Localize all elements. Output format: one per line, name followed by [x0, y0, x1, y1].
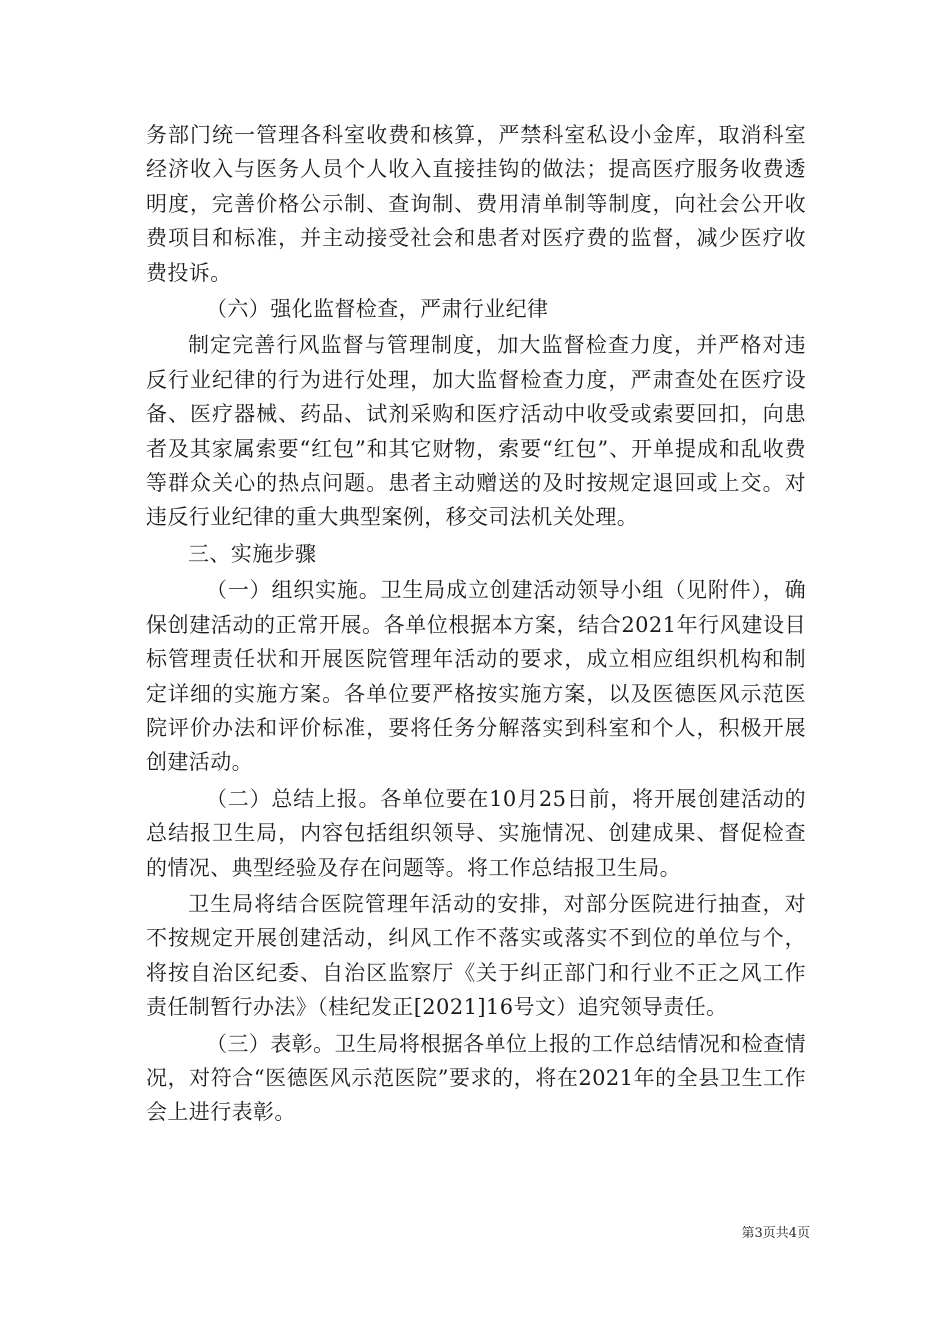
- paragraph-supervision: 制定完善行风监督与管理制度，加大监督检查力度，并严格对违反行业纪律的行为进行处理，加大监督检查力度，严肃查处在医疗设备、医疗器械、药品、试剂采购和医疗活动中收受或索要回扣，向患者及其家属索要“红包”和其它财物，索要“红包”、开单提成和乱收费等群众关心的热点问题。患者主动赠送的及时按规定退回或上交。对违反行业纪律的重大典型案例，移交司法机关处理。: [146, 333, 806, 530]
- paragraph-commendation: （三）表彰。卫生局将根据各单位上报的工作总结情况和检查情况，对符合“医德医风示范医院”要求的，将在2021年的全县卫生工作会上进行表彰。: [146, 1031, 806, 1125]
- paragraph-inspection: 卫生局将结合医院管理年活动的安排，对部分医院进行抽查，对不按规定开展创建活动，纠风工作不落实或落实不到位的单位与个，将按自治区纪委、自治区监察厅《关于纠正部门和行业不正之风工作责任制暂行办法》（桂纪发正[2021]16号文）追究领导责任。: [146, 891, 806, 1020]
- document-body: [146, 118, 806, 1130]
- page-number: 第3页共4页: [741, 1226, 810, 1241]
- paragraph-organize: （一）组织实施。卫生局成立创建活动领导小组（见附件），确保创建活动的正常开展。各单位根据本方案，结合2021年行风建设目标管理责任状和开展医院管理年活动的要求，成立相应组织机构和制定详细的实施方案。各单位要严格按实施方案，以及医德医风示范医院评价办法和评价标准，要将任务分解落实到科室和个人，积极开展创建活动。: [146, 578, 806, 775]
- section-heading-supervision: （六）强化监督检查，严肃行业纪律: [206, 297, 549, 322]
- paragraph-summary-report: （二）总结上报。各单位要在10月25日前，将开展创建活动的总结报卫生局，内容包括组织领导、实施情况、创建成果、督促检查的情况、典型经验及存在问题等。将工作总结报卫生局。: [146, 786, 806, 880]
- paragraph-fee-management: 务部门统一管理各科室收费和核算，严禁科室私设小金库，取消科室经济收入与医务人员个人收入直接挂钩的做法；提高医疗服务收费透明度，完善价格公示制、查询制、费用清单制等制度，向社会公开收费项目和标准，并主动接受社会和患者对医疗费的监督，减少医疗收费投诉。: [146, 123, 806, 285]
- page-footer: [700, 1222, 810, 1241]
- section-heading-steps: 三、实施步骤: [188, 541, 317, 566]
